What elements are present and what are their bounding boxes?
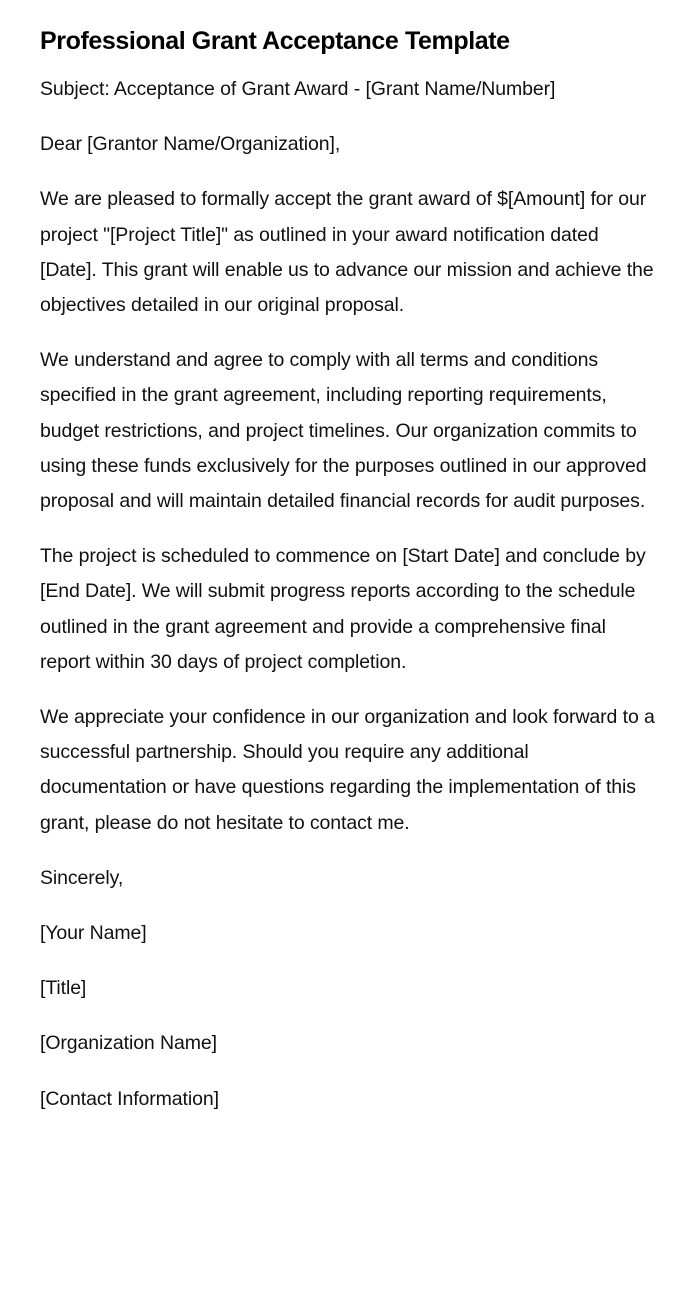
signature-contact: [Contact Information] bbox=[40, 1087, 219, 1110]
body-paragraph-appreciation: We appreciate your confidence in our organization and look forward to a successful partnership. Should you require any additional documentation or have questions regarding the implementation of this grant, please do not hesitate to contact me. bbox=[40, 706, 655, 834]
signature-name: [Your Name] bbox=[40, 922, 147, 945]
document-title: Professional Grant Acceptance Template bbox=[40, 27, 510, 55]
signature-title: [Title] bbox=[40, 977, 87, 1000]
body-paragraph-acceptance: We are pleased to formally accept the grant award of $[Amount] for our project "[Project Title]" as outlined in your award notification dated [Date]. This grant will enable us to advance our mission and achieve the objectives detailed in our original proposal. bbox=[40, 188, 654, 317]
salutation: Dear [Grantor Name/Organization], bbox=[40, 133, 341, 156]
closing: Sincerely, bbox=[40, 866, 124, 889]
subject-line: Subject: Acceptance of Grant Award - [Grant Name/Number] bbox=[40, 78, 556, 100]
body-paragraph-schedule: The project is scheduled to commence on [Start Date] and conclude by [End Date]. We will submit progress reports according to the schedule outlined in the grant agreement and provide a comprehensive final report within 30 days of project completion. bbox=[40, 545, 646, 673]
body-paragraph-compliance: We understand and agree to comply with all terms and conditions specified in the grant agreement, including reporting requirements, budget restrictions, and project timelines. Our organization commits to using these funds exclusively for the purposes outlined in our approved proposal and will maintain detailed financial records for audit purposes. bbox=[40, 349, 647, 513]
signature-organization: [Organization Name] bbox=[40, 1032, 217, 1055]
